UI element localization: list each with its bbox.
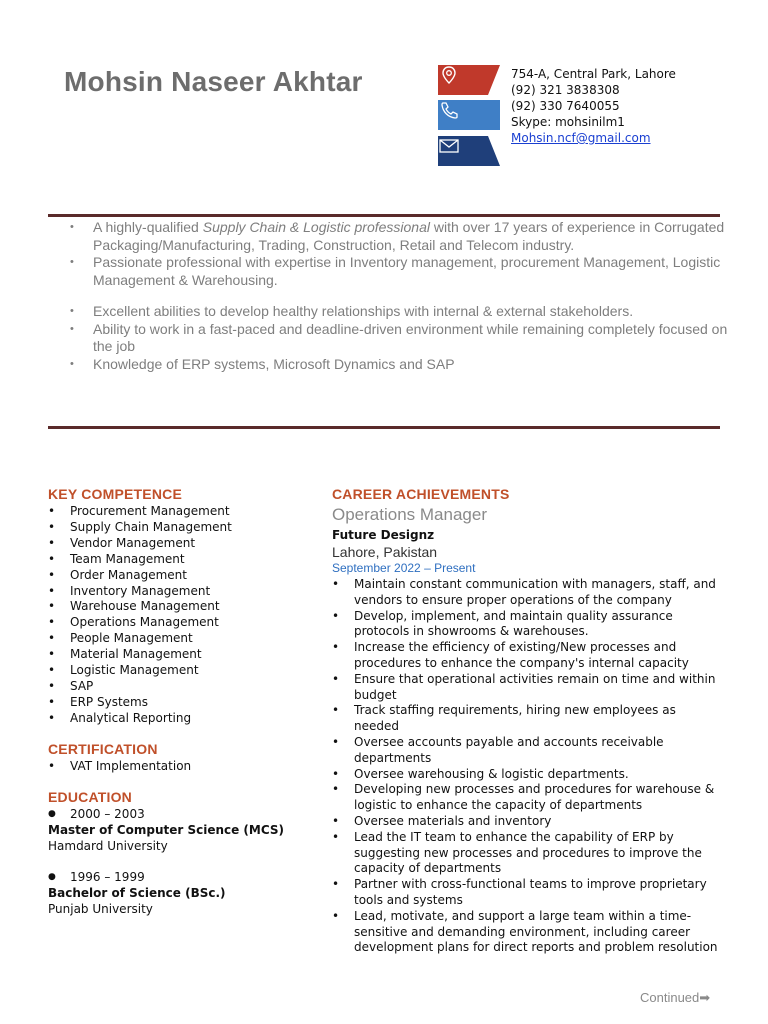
job-dates: September 2022 – Present [332,561,476,575]
contact-block [511,66,676,146]
duties-list [332,577,722,956]
duty-item: • Ensure that operational activities remain on time and within budget [332,672,722,704]
duty-item: • Oversee accounts payable and accounts receivable departments [332,735,722,767]
list-item: • Inventory Management [48,584,232,600]
summary-item: • A highly-qualified Supply Chain & Logistic professional with over 17 years of experience in Corrugated Packaging/Manufacturing, Trading, Construction, Retail and Telecom industry. [70,219,730,254]
phone-2: (92) 330 7640055 [511,99,620,113]
education-degree: Bachelor of Science (BSc.) [48,886,226,900]
duty-item: • Track staffing requirements, hiring new employees as needed [332,703,722,735]
list-item: • Logistic Management [48,663,232,679]
skype: Skype: mohsinilm1 [511,115,625,129]
list-item: • Supply Chain Management [48,520,232,536]
duty-item: • Partner with cross-functional teams to improve proprietary tools and systems [332,877,722,909]
education-title: EDUCATION [48,789,132,805]
key-competence-title: KEY COMPETENCE [48,486,183,502]
location-pin-icon [438,65,460,85]
education-school: Punjab University [48,902,153,916]
summary-item: • Knowledge of ERP systems, Microsoft Dynamics and SAP [70,356,730,374]
phone-icon [438,100,460,120]
list-item: • SAP [48,679,232,695]
duty-item: • Maintain constant communication with managers, staff, and vendors to ensure proper operations of the company [332,577,722,609]
summary-item: • Passionate professional with expertise in Inventory management, procurement Management, Logistic Management & Warehousing. [70,254,730,289]
continued-label: Continued➡ [640,990,711,1005]
summary [70,219,730,373]
list-item: • Order Management [48,568,232,584]
list-item: • Team Management [48,552,232,568]
list-item: • People Management [48,631,232,647]
list-item: • Warehouse Management [48,599,232,615]
list-item: • Procurement Management [48,504,232,520]
education-years: ● 1996 – 1999 [48,869,226,885]
career-title: CAREER ACHIEVEMENTS [332,486,510,502]
address: 754-A, Central Park, Lahore [511,67,676,81]
key-competence-list [48,504,232,727]
summary-item: • Ability to work in a fast-paced and deadline-driven environment while remaining completely focused on the job [70,321,730,356]
company-name: Future Designz [332,528,435,542]
duty-item: • Develop, implement, and maintain quality assurance protocols in showrooms & warehouses. [332,609,722,641]
phone-tab [438,100,500,130]
duty-item: • Oversee warehousing & logistic departments. [332,767,722,783]
certification-title: CERTIFICATION [48,741,158,757]
list-item: • Operations Management [48,615,232,631]
list-item: • Material Management [48,647,232,663]
job-location: Lahore, Pakistan [332,544,438,560]
list-item: • Analytical Reporting [48,711,232,727]
mail-tab [438,136,500,166]
phone-1: (92) 321 3838308 [511,83,620,97]
education-entry [48,806,284,854]
job-title: Operations Manager [332,505,487,524]
email-link[interactable]: Mohsin.ncf@gmail.com [511,131,651,145]
duty-item: • Increase the efficiency of existing/New processes and procedures to enhance the company's internal capacity [332,640,722,672]
education-school: Hamdard University [48,839,168,853]
duty-item: • Developing new processes and procedures for warehouse & logistic to enhance the capacity of departments [332,782,722,814]
location-tab [438,65,500,95]
education-entry [48,869,226,917]
duty-item: • Oversee materials and inventory [332,814,722,830]
list-item: • VAT Implementation [48,759,191,775]
certification-list [48,759,191,775]
list-item: • ERP Systems [48,695,232,711]
education-years: ● 2000 – 2003 [48,806,284,822]
resume-name: Mohsin Naseer Akhtar [64,66,363,97]
summary-item: • Excellent abilities to develop healthy relationships with internal & external stakeholders. [70,303,730,321]
bottom-divider [48,426,720,429]
list-item: • Vendor Management [48,536,232,552]
mail-icon [438,136,460,156]
top-divider [48,214,720,217]
duty-item: • Lead, motivate, and support a large team within a time-sensitive and demanding environment, including career development plans for direct reports and problem resolution [332,909,722,956]
education-degree: Master of Computer Science (MCS) [48,823,285,837]
duty-item: • Lead the IT team to enhance the capability of ERP by suggesting new processes and procedures to improve the capacity of departments [332,830,722,877]
